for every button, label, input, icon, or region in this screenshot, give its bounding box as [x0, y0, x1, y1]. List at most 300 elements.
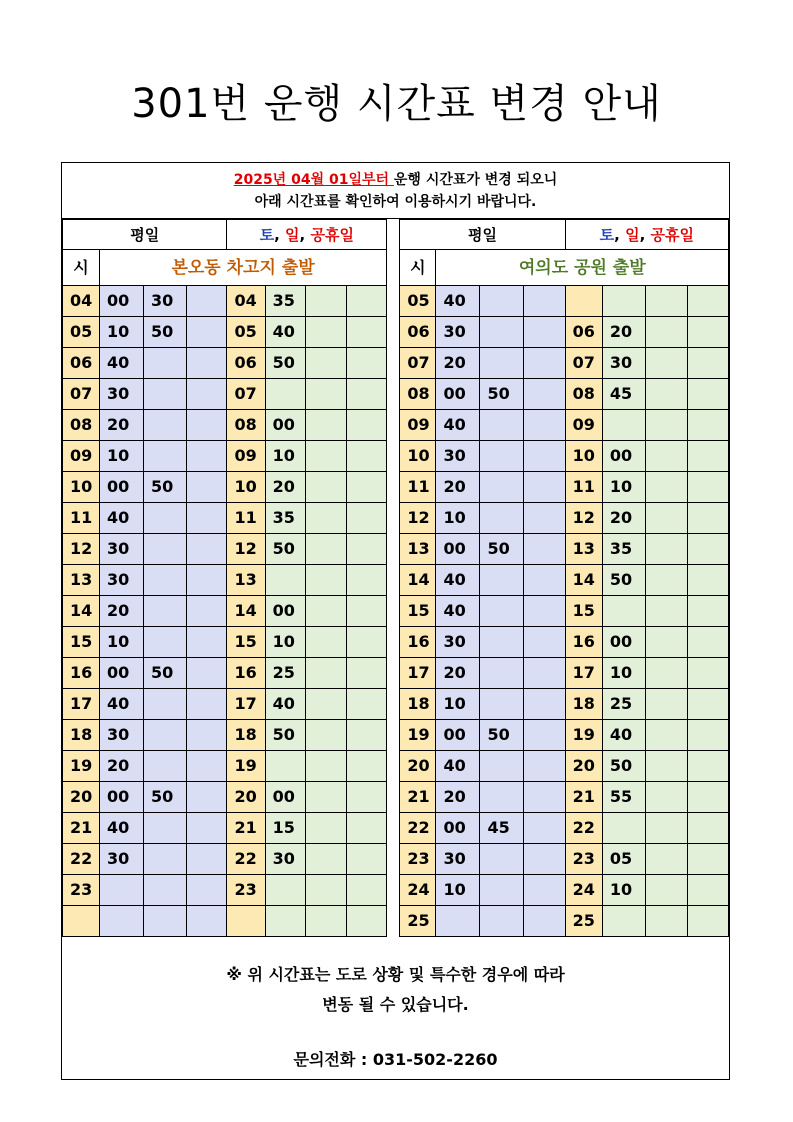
- bonodong-weekday-minute-cell: 00: [100, 472, 144, 503]
- bonodong-holiday-minute-cell: [306, 875, 346, 906]
- yeouido-weekday-minute-cell: 45: [480, 813, 524, 844]
- bonodong-weekday-minute-cell: 10: [100, 627, 144, 658]
- yeouido-holiday-minute-cell: 05: [602, 844, 646, 875]
- yeouido-weekday-hour-cell: 15: [400, 596, 436, 627]
- bonodong-weekday-minute-cell: [187, 906, 227, 937]
- column-gap: [387, 250, 400, 286]
- yeouido-holiday-minute-cell: [646, 317, 687, 348]
- bonodong-holiday-minute-cell: [346, 379, 386, 410]
- bonodong-weekday-minute-cell: [187, 751, 227, 782]
- bonodong-holiday-hour-cell: 05: [227, 317, 265, 348]
- bonodong-holiday-minute-cell: [306, 348, 346, 379]
- bonodong-weekday-minute-cell: [144, 627, 187, 658]
- bonodong-holiday-hour-cell: 23: [227, 875, 265, 906]
- yeouido-weekday-minute-cell: [524, 286, 565, 317]
- yeouido-holiday-hour-cell: [565, 286, 602, 317]
- yeouido-holiday-hour-cell: 18: [565, 689, 602, 720]
- yeouido-holiday-minute-cell: [687, 658, 728, 689]
- bonodong-holiday-hour-cell: 06: [227, 348, 265, 379]
- bonodong-weekday-hour-cell: 23: [63, 875, 100, 906]
- bonodong-holiday-minute-cell: [346, 317, 386, 348]
- bonodong-weekday-hour-cell: 19: [63, 751, 100, 782]
- yeouido-weekday-hour-cell: 08: [400, 379, 436, 410]
- yeouido-holiday-hour-cell: 14: [565, 565, 602, 596]
- bonodong-holiday-minute-cell: [306, 472, 346, 503]
- yeouido-holiday-minute-cell: [646, 286, 687, 317]
- bonodong-weekday-minute-cell: [187, 813, 227, 844]
- bonodong-weekday-minute-cell: [187, 410, 227, 441]
- yeouido-weekday-minute-cell: [480, 286, 524, 317]
- column-gap: [387, 751, 400, 782]
- bonodong-holiday-hour-cell: 12: [227, 534, 265, 565]
- bonodong-weekday-minute-cell: [144, 596, 187, 627]
- public-holiday-label: 공휴일: [650, 225, 694, 244]
- yeouido-holiday-minute-cell: 00: [602, 441, 646, 472]
- yeouido-holiday-minute-cell: [646, 348, 687, 379]
- bonodong-holiday-hour-cell: 14: [227, 596, 265, 627]
- column-gap: [387, 658, 400, 689]
- yeouido-weekday-minute-cell: 00: [436, 379, 480, 410]
- bonodong-weekday-minute-cell: 50: [144, 658, 187, 689]
- column-gap: [387, 472, 400, 503]
- yeouido-holiday-minute-cell: [687, 906, 728, 937]
- timetable-row: [63, 751, 729, 782]
- sunday-label: 일: [625, 225, 640, 244]
- timetable-row: [63, 720, 729, 751]
- bonodong-weekday-hour-cell: 15: [63, 627, 100, 658]
- yeouido-weekday-minute-cell: 40: [436, 410, 480, 441]
- column-gap: [387, 534, 400, 565]
- yeouido-holiday-hour-cell: 17: [565, 658, 602, 689]
- yeouido-holiday-hour-cell: 06: [565, 317, 602, 348]
- bonodong-holiday-minute-cell: [306, 503, 346, 534]
- yeouido-weekday-hour-cell: 17: [400, 658, 436, 689]
- hour-header-right: 시: [400, 250, 436, 286]
- bonodong-holiday-hour-cell: 08: [227, 410, 265, 441]
- bonodong-holiday-minute-cell: [346, 410, 386, 441]
- yeouido-weekday-minute-cell: [480, 906, 524, 937]
- bonodong-holiday-minute-cell: [346, 472, 386, 503]
- timetable-row: [63, 844, 729, 875]
- yeouido-weekday-hour-cell: 06: [400, 317, 436, 348]
- yeouido-weekday-minute-cell: 20: [436, 782, 480, 813]
- bonodong-weekday-minute-cell: 40: [100, 813, 144, 844]
- bonodong-weekday-hour-cell: 05: [63, 317, 100, 348]
- yeouido-weekday-minute-cell: [524, 379, 565, 410]
- bonodong-holiday-hour-cell: 13: [227, 565, 265, 596]
- bonodong-holiday-minute-cell: [346, 627, 386, 658]
- disclaimer-line-2: 변동 될 수 있습니다.: [322, 995, 469, 1014]
- yeouido-holiday-minute-cell: [602, 906, 646, 937]
- bonodong-weekday-minute-cell: [187, 317, 227, 348]
- yeouido-holiday-hour-cell: 23: [565, 844, 602, 875]
- bonodong-holiday-hour-cell: 07: [227, 379, 265, 410]
- yeouido-weekday-minute-cell: 20: [436, 348, 480, 379]
- bonodong-weekday-hour-cell: 06: [63, 348, 100, 379]
- yeouido-weekday-minute-cell: [480, 627, 524, 658]
- page-title: 301번 운행 시간표 변경 안내: [131, 81, 662, 127]
- separator: ,: [274, 225, 286, 244]
- yeouido-holiday-minute-cell: [687, 503, 728, 534]
- bonodong-weekday-minute-cell: [144, 379, 187, 410]
- yeouido-weekday-minute-cell: [524, 906, 565, 937]
- yeouido-holiday-minute-cell: [646, 596, 687, 627]
- separator: ,: [639, 225, 651, 244]
- bonodong-weekday-minute-cell: [144, 906, 187, 937]
- bonodong-weekday-hour-cell: 11: [63, 503, 100, 534]
- bonodong-holiday-minute-cell: 50: [265, 348, 306, 379]
- bonodong-weekday-minute-cell: [144, 751, 187, 782]
- column-gap: [387, 844, 400, 875]
- bonodong-holiday-minute-cell: [346, 286, 386, 317]
- bonodong-holiday-minute-cell: [346, 565, 386, 596]
- bonodong-weekday-minute-cell: [187, 286, 227, 317]
- bonodong-holiday-minute-cell: [346, 348, 386, 379]
- yeouido-holiday-minute-cell: [687, 720, 728, 751]
- bonodong-weekday-minute-cell: 30: [100, 720, 144, 751]
- bonodong-holiday-minute-cell: [346, 689, 386, 720]
- bonodong-weekday-minute-cell: [100, 906, 144, 937]
- timetable-row: [63, 906, 729, 937]
- yeouido-weekday-hour-cell: 21: [400, 782, 436, 813]
- yeouido-holiday-minute-cell: [646, 813, 687, 844]
- bonodong-holiday-hour-cell: 19: [227, 751, 265, 782]
- bonodong-holiday-minute-cell: 15: [265, 813, 306, 844]
- yeouido-weekday-minute-cell: 10: [436, 503, 480, 534]
- bonodong-weekday-minute-cell: 20: [100, 410, 144, 441]
- bonodong-holiday-hour-cell: 18: [227, 720, 265, 751]
- yeouido-holiday-minute-cell: [687, 751, 728, 782]
- bonodong-weekday-minute-cell: [144, 689, 187, 720]
- column-gap: [387, 720, 400, 751]
- yeouido-holiday-hour-cell: 15: [565, 596, 602, 627]
- yeouido-weekday-minute-cell: [524, 441, 565, 472]
- column-gap: [387, 317, 400, 348]
- bonodong-weekday-hour-cell: 20: [63, 782, 100, 813]
- bonodong-holiday-minute-cell: [346, 844, 386, 875]
- contact-phone: 문의전화 : 031-502-2260: [293, 1050, 498, 1069]
- yeouido-holiday-minute-cell: [687, 596, 728, 627]
- bonodong-holiday-hour-cell: 20: [227, 782, 265, 813]
- timetable-row: [63, 813, 729, 844]
- bonodong-weekday-minute-cell: 50: [144, 782, 187, 813]
- sunday-label: 일: [285, 225, 300, 244]
- bonodong-weekday-minute-cell: [187, 348, 227, 379]
- yeouido-weekday-hour-cell: 16: [400, 627, 436, 658]
- bonodong-weekday-minute-cell: 30: [100, 844, 144, 875]
- yeouido-holiday-minute-cell: [687, 441, 728, 472]
- yeouido-weekday-minute-cell: [524, 875, 565, 906]
- yeouido-holiday-minute-cell: [687, 627, 728, 658]
- yeouido-holiday-minute-cell: [687, 410, 728, 441]
- bonodong-holiday-hour-cell: 16: [227, 658, 265, 689]
- yeouido-weekday-minute-cell: [524, 751, 565, 782]
- timetable-row: [63, 782, 729, 813]
- bonodong-weekday-minute-cell: [187, 689, 227, 720]
- saturday-label: 토: [599, 225, 615, 244]
- yeouido-weekday-minute-cell: 00: [436, 813, 480, 844]
- bonodong-holiday-minute-cell: [346, 720, 386, 751]
- yeouido-weekday-minute-cell: [480, 658, 524, 689]
- yeouido-holiday-minute-cell: [687, 379, 728, 410]
- notice-line-1: [62, 169, 729, 191]
- yeouido-weekday-minute-cell: 40: [436, 286, 480, 317]
- bonodong-holiday-minute-cell: [346, 875, 386, 906]
- yeouido-weekday-minute-cell: 20: [436, 472, 480, 503]
- yeouido-holiday-minute-cell: 50: [602, 565, 646, 596]
- yeouido-weekday-minute-cell: 50: [480, 720, 524, 751]
- bonodong-weekday-minute-cell: [187, 720, 227, 751]
- bonodong-holiday-minute-cell: [346, 596, 386, 627]
- bonodong-weekday-minute-cell: [187, 627, 227, 658]
- public-holiday-label: 공휴일: [310, 225, 354, 244]
- yeouido-weekday-minute-cell: [524, 782, 565, 813]
- effective-date: 2025년 04월 01일부터: [233, 172, 394, 188]
- yeouido-holiday-minute-cell: [646, 565, 687, 596]
- bonodong-holiday-minute-cell: [346, 658, 386, 689]
- timetable-row: [63, 534, 729, 565]
- yeouido-weekday-minute-cell: [480, 503, 524, 534]
- bonodong-holiday-minute-cell: [306, 596, 346, 627]
- bonodong-weekday-minute-cell: [144, 720, 187, 751]
- column-gap: [387, 906, 400, 937]
- bonodong-weekday-minute-cell: [144, 410, 187, 441]
- bonodong-holiday-minute-cell: [265, 875, 306, 906]
- departure-bonodong: 본오동 차고지 출발: [100, 250, 387, 286]
- bonodong-holiday-minute-cell: [306, 844, 346, 875]
- bonodong-holiday-hour-cell: 09: [227, 441, 265, 472]
- yeouido-holiday-minute-cell: [646, 534, 687, 565]
- bonodong-holiday-minute-cell: 10: [265, 627, 306, 658]
- disclaimer-line-1: ※ 위 시간표는 도로 상황 및 특수한 경우에 따라: [226, 965, 565, 984]
- yeouido-holiday-hour-cell: 10: [565, 441, 602, 472]
- bonodong-holiday-hour-cell: 11: [227, 503, 265, 534]
- column-gap: [387, 689, 400, 720]
- yeouido-holiday-minute-cell: [646, 844, 687, 875]
- bonodong-weekday-minute-cell: [144, 813, 187, 844]
- bonodong-weekday-minute-cell: 50: [144, 317, 187, 348]
- bonodong-weekday-minute-cell: [100, 875, 144, 906]
- yeouido-holiday-minute-cell: [687, 689, 728, 720]
- yeouido-weekday-hour-cell: 20: [400, 751, 436, 782]
- bonodong-weekday-hour-cell: 08: [63, 410, 100, 441]
- bonodong-weekday-minute-cell: 50: [144, 472, 187, 503]
- bonodong-holiday-minute-cell: 00: [265, 410, 306, 441]
- yeouido-weekday-minute-cell: 10: [436, 875, 480, 906]
- yeouido-holiday-minute-cell: [646, 720, 687, 751]
- bonodong-weekday-hour-cell: 12: [63, 534, 100, 565]
- yeouido-holiday-minute-cell: 10: [602, 472, 646, 503]
- bonodong-holiday-minute-cell: [306, 410, 346, 441]
- bonodong-holiday-minute-cell: 35: [265, 503, 306, 534]
- yeouido-weekday-hour-cell: 24: [400, 875, 436, 906]
- yeouido-weekday-minute-cell: [524, 627, 565, 658]
- bonodong-holiday-minute-cell: [346, 782, 386, 813]
- yeouido-weekday-minute-cell: 40: [436, 596, 480, 627]
- bonodong-holiday-minute-cell: 20: [265, 472, 306, 503]
- bonodong-holiday-minute-cell: [306, 720, 346, 751]
- yeouido-weekday-hour-cell: 12: [400, 503, 436, 534]
- column-gap: [387, 379, 400, 410]
- yeouido-holiday-minute-cell: 30: [602, 348, 646, 379]
- column-gap: [387, 286, 400, 317]
- yeouido-weekday-minute-cell: 30: [436, 844, 480, 875]
- yeouido-weekday-minute-cell: [524, 720, 565, 751]
- yeouido-weekday-hour-cell: 11: [400, 472, 436, 503]
- bonodong-weekday-minute-cell: 30: [100, 379, 144, 410]
- timetable-row: [63, 503, 729, 534]
- yeouido-holiday-hour-cell: 21: [565, 782, 602, 813]
- bonodong-weekday-minute-cell: [187, 472, 227, 503]
- bonodong-weekday-minute-cell: 00: [100, 658, 144, 689]
- yeouido-weekday-minute-cell: [436, 906, 480, 937]
- yeouido-weekday-minute-cell: 00: [436, 534, 480, 565]
- yeouido-weekday-minute-cell: [524, 596, 565, 627]
- column-gap: [387, 627, 400, 658]
- bonodong-holiday-hour-cell: 15: [227, 627, 265, 658]
- timetable-row: [63, 627, 729, 658]
- yeouido-weekday-minute-cell: [524, 472, 565, 503]
- yeouido-holiday-minute-cell: [687, 472, 728, 503]
- yeouido-holiday-minute-cell: 50: [602, 751, 646, 782]
- bonodong-weekday-minute-cell: 10: [100, 317, 144, 348]
- yeouido-weekday-minute-cell: 30: [436, 627, 480, 658]
- bonodong-weekday-hour-cell: 13: [63, 565, 100, 596]
- bonodong-weekday-hour-cell: 14: [63, 596, 100, 627]
- yeouido-weekday-minute-cell: [480, 782, 524, 813]
- column-gap: [387, 813, 400, 844]
- yeouido-holiday-minute-cell: 10: [602, 658, 646, 689]
- bonodong-holiday-minute-cell: [265, 751, 306, 782]
- yeouido-holiday-hour-cell: 25: [565, 906, 602, 937]
- bonodong-holiday-minute-cell: 00: [265, 782, 306, 813]
- bonodong-weekday-minute-cell: [144, 844, 187, 875]
- hour-header-left: 시: [63, 250, 100, 286]
- bonodong-weekday-hour-cell: 16: [63, 658, 100, 689]
- timetable-row: [63, 410, 729, 441]
- bonodong-weekday-hour-cell: 07: [63, 379, 100, 410]
- yeouido-holiday-minute-cell: 45: [602, 379, 646, 410]
- yeouido-holiday-minute-cell: [646, 441, 687, 472]
- timetable-row: [63, 286, 729, 317]
- yeouido-holiday-minute-cell: 35: [602, 534, 646, 565]
- yeouido-holiday-minute-cell: 20: [602, 317, 646, 348]
- yeouido-weekday-minute-cell: [524, 689, 565, 720]
- bonodong-holiday-minute-cell: [306, 658, 346, 689]
- yeouido-weekday-minute-cell: 40: [436, 751, 480, 782]
- timetable-row: [63, 441, 729, 472]
- bonodong-weekday-minute-cell: 40: [100, 348, 144, 379]
- yeouido-holiday-minute-cell: [687, 534, 728, 565]
- bonodong-holiday-hour-cell: 22: [227, 844, 265, 875]
- timetable: [62, 219, 729, 937]
- bonodong-holiday-minute-cell: [306, 286, 346, 317]
- bonodong-holiday-minute-cell: [265, 379, 306, 410]
- yeouido-holiday-minute-cell: [602, 596, 646, 627]
- yeouido-holiday-minute-cell: [646, 875, 687, 906]
- bonodong-holiday-minute-cell: [306, 441, 346, 472]
- yeouido-weekday-hour-cell: 19: [400, 720, 436, 751]
- yeouido-weekday-minute-cell: [524, 317, 565, 348]
- yeouido-weekday-minute-cell: [524, 534, 565, 565]
- bonodong-holiday-minute-cell: 10: [265, 441, 306, 472]
- yeouido-holiday-minute-cell: [646, 379, 687, 410]
- yeouido-weekday-minute-cell: [524, 658, 565, 689]
- yeouido-holiday-hour-cell: 19: [565, 720, 602, 751]
- bonodong-holiday-minute-cell: 50: [265, 534, 306, 565]
- yeouido-weekday-minute-cell: 30: [436, 317, 480, 348]
- yeouido-holiday-minute-cell: [602, 410, 646, 441]
- yeouido-holiday-hour-cell: 13: [565, 534, 602, 565]
- departure-yeouido: 여의도 공원 출발: [436, 250, 729, 286]
- yeouido-holiday-minute-cell: [687, 813, 728, 844]
- yeouido-weekday-minute-cell: 50: [480, 379, 524, 410]
- bonodong-weekday-hour-cell: 22: [63, 844, 100, 875]
- column-gap: [387, 220, 400, 250]
- yeouido-weekday-minute-cell: [480, 596, 524, 627]
- timetable-frame: [61, 162, 730, 1080]
- bonodong-weekday-minute-cell: [144, 534, 187, 565]
- bonodong-weekday-minute-cell: [187, 379, 227, 410]
- yeouido-holiday-minute-cell: 10: [602, 875, 646, 906]
- yeouido-holiday-minute-cell: [687, 782, 728, 813]
- bonodong-weekday-minute-cell: [187, 782, 227, 813]
- yeouido-holiday-minute-cell: 25: [602, 689, 646, 720]
- yeouido-holiday-hour-cell: 11: [565, 472, 602, 503]
- weekday-header-left: 평일: [63, 220, 227, 250]
- bonodong-weekday-minute-cell: [187, 565, 227, 596]
- yeouido-weekday-minute-cell: [480, 751, 524, 782]
- bonodong-holiday-minute-cell: [306, 534, 346, 565]
- yeouido-weekday-hour-cell: 23: [400, 844, 436, 875]
- yeouido-weekday-minute-cell: [480, 441, 524, 472]
- yeouido-holiday-hour-cell: 16: [565, 627, 602, 658]
- bonodong-weekday-minute-cell: 40: [100, 503, 144, 534]
- yeouido-holiday-minute-cell: [646, 627, 687, 658]
- yeouido-weekday-minute-cell: 50: [480, 534, 524, 565]
- bonodong-holiday-minute-cell: [306, 813, 346, 844]
- yeouido-holiday-minute-cell: [646, 658, 687, 689]
- separator: ,: [614, 225, 626, 244]
- bonodong-weekday-hour-cell: 17: [63, 689, 100, 720]
- yeouido-weekday-hour-cell: 22: [400, 813, 436, 844]
- column-gap: [387, 348, 400, 379]
- bonodong-holiday-minute-cell: [265, 565, 306, 596]
- bonodong-weekday-hour-cell: [63, 906, 100, 937]
- yeouido-weekday-minute-cell: [524, 348, 565, 379]
- timetable-grid: [62, 219, 729, 937]
- bonodong-weekday-minute-cell: [144, 441, 187, 472]
- yeouido-holiday-minute-cell: [646, 503, 687, 534]
- timetable-row: [63, 596, 729, 627]
- notice-line-1-rest: 운행 시간표가 변경 되오니: [393, 172, 558, 188]
- yeouido-holiday-minute-cell: 40: [602, 720, 646, 751]
- timetable-row: [63, 658, 729, 689]
- bonodong-weekday-minute-cell: [187, 503, 227, 534]
- departure-header-row: [63, 250, 729, 286]
- bonodong-weekday-minute-cell: [187, 658, 227, 689]
- column-gap: [387, 875, 400, 906]
- yeouido-holiday-minute-cell: [687, 844, 728, 875]
- yeouido-weekday-minute-cell: [480, 348, 524, 379]
- separator: ,: [299, 225, 311, 244]
- bonodong-holiday-minute-cell: [306, 906, 346, 937]
- yeouido-weekday-minute-cell: [480, 689, 524, 720]
- yeouido-weekday-minute-cell: 30: [436, 441, 480, 472]
- bonodong-holiday-minute-cell: [265, 906, 306, 937]
- yeouido-weekday-minute-cell: 10: [436, 689, 480, 720]
- timetable-row: [63, 348, 729, 379]
